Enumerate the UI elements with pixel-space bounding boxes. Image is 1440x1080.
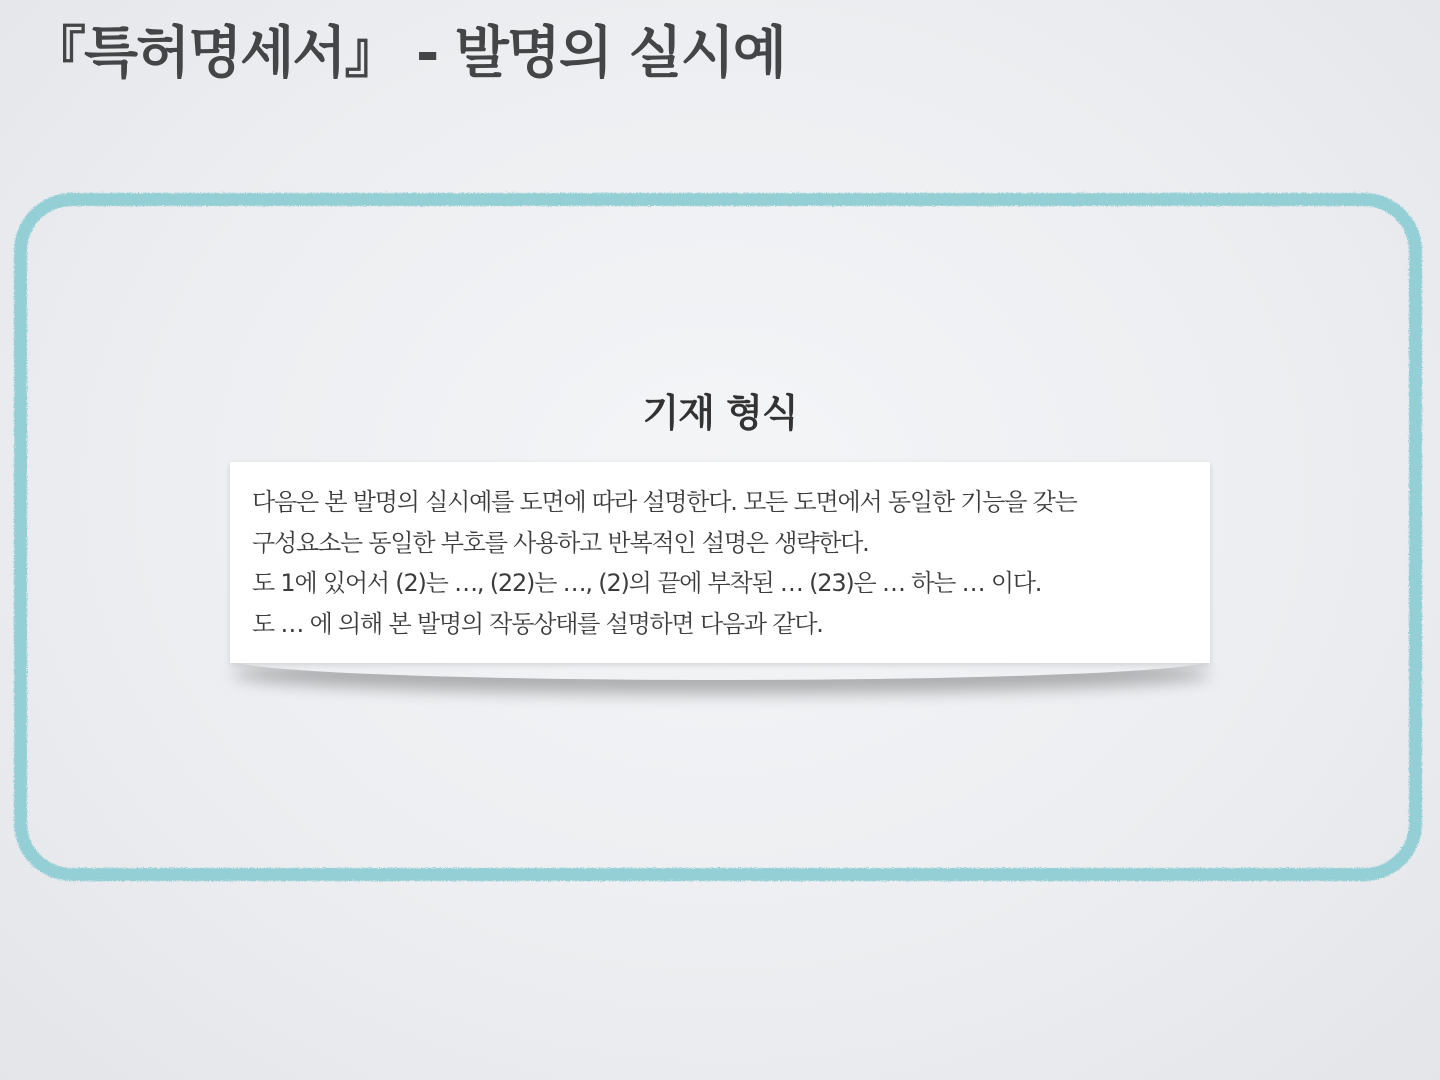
card-line-1: 다음은 본 발명의 실시예를 도면에 따라 설명한다. 모든 도면에서 동일한 기능을 갖는 <box>252 488 1077 516</box>
slide-title: 『특허명세서』 - 발명의 실시예 <box>30 21 785 86</box>
card-line-2: 구성요소는 동일한 부호를 사용하고 반복적인 설명은 생략한다. <box>252 528 869 557</box>
section-heading: 기재 형식 <box>642 391 798 435</box>
card-line-3: 도 1에 있어서 (2)는 …, (22)는 …, (2)의 끝에 부착된 … (23)은 … 하는 … 이다. <box>252 569 1042 597</box>
description-card <box>230 462 1210 663</box>
card-line-4: 도 … 에 의해 본 발명의 작동상태를 설명하면 다음과 같다. <box>252 609 823 638</box>
